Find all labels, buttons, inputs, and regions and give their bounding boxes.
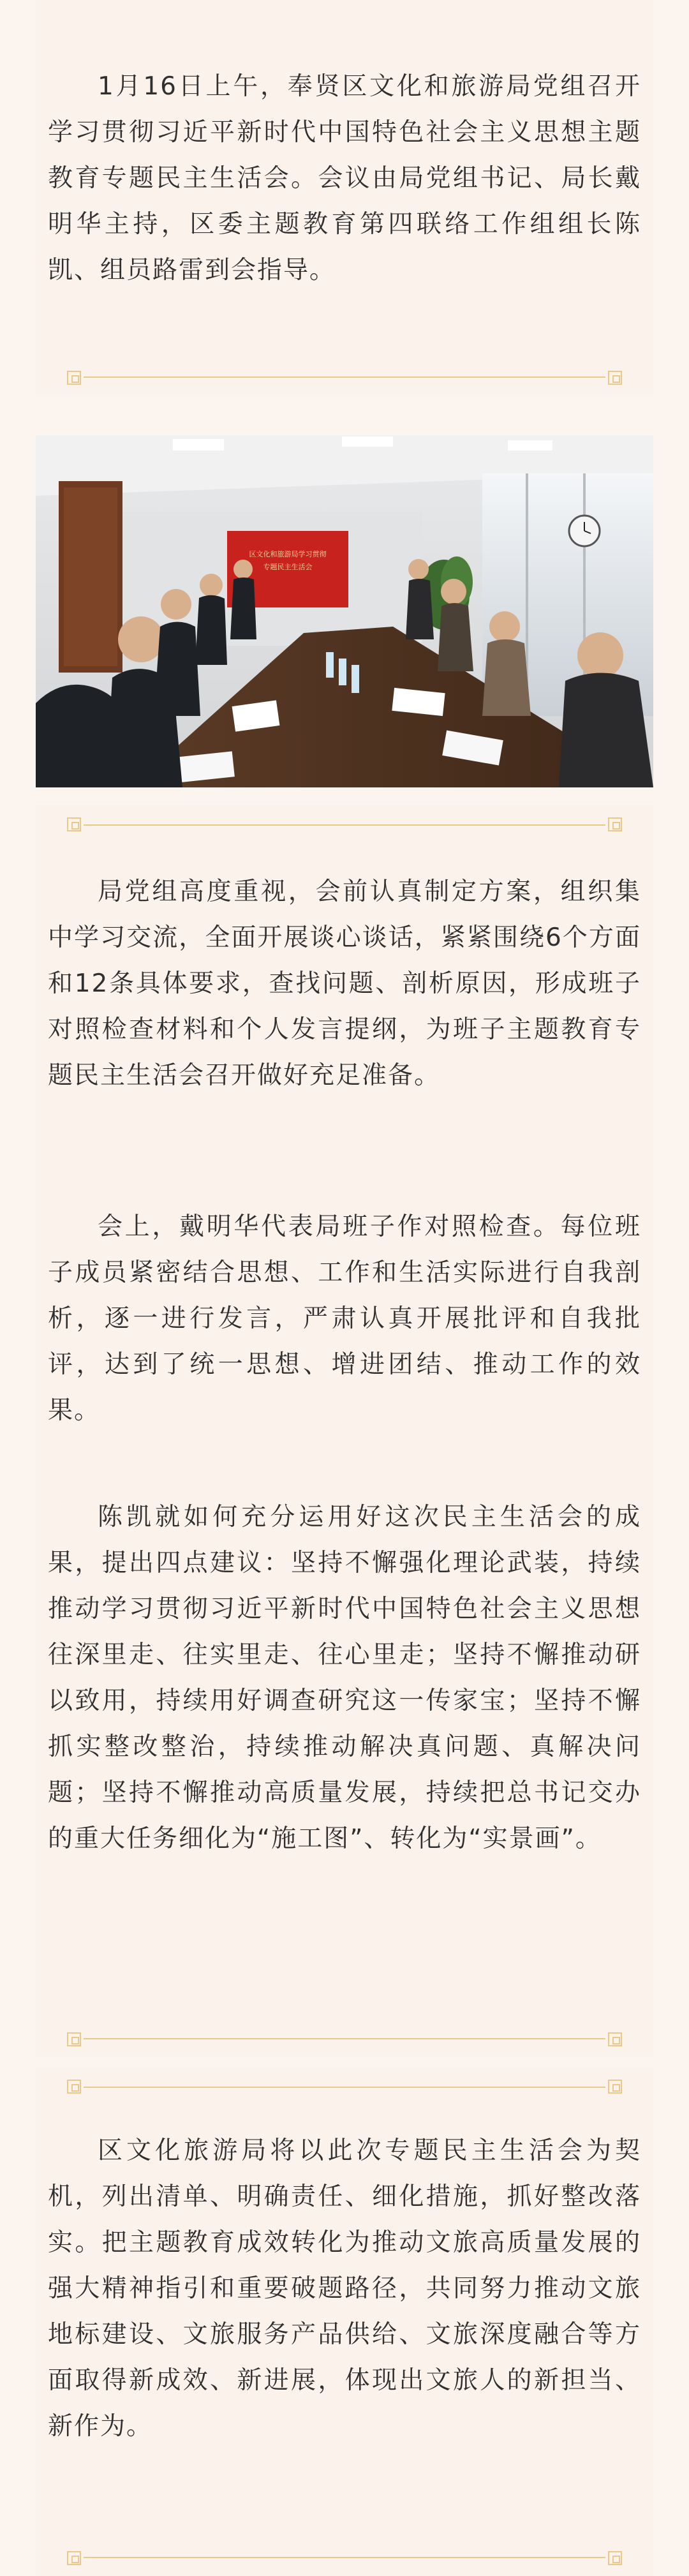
frame-top-line	[84, 824, 605, 826]
frame-bottom-line	[84, 376, 605, 378]
paragraph-meeting: 会上，戴明华代表局班子作对照检查。每位班子成员紧密结合思想、工作和生活实际进行自我剖析，逐一进行发言，严肃认真开展批评和自我批评，达到了统一思想、增进团结、推动工作的效果。	[48, 1212, 641, 1425]
frame-corner-ornament	[608, 2032, 622, 2046]
frame-bottom-line	[84, 2038, 605, 2039]
paragraph-suggestions: 陈凯就如何充分运用好这次民主生活会的成果，提出四点建议：坚持不懈强化理论武装，持续推动学习贯彻习近平新时代中国特色社会主义思想往深里走、往实里走、往心里走；坚持不懈推动研以致用，持续用好调查研究这一传家宝；坚持不懈抓实整改整治，持续推动解决真问题、真解决问题；坚持不懈推动高质量发展，持续把总书记交办的重大任务细化为“施工图”、转化为“实景画”。	[48, 1503, 641, 1853]
frame-top-line	[84, 2087, 605, 2088]
paragraph-intro: 1月16日上午，奉贤区文化和旅游局党组召开学习贯彻习近平新时代中国特色社会主义思想主题教育专题民主生活会。会议由局党组书记、局长戴明华主持，区委主题教育第四联络工作组组长陈凯、组员路雷到会指导。	[48, 72, 641, 285]
meeting-photo	[36, 435, 653, 787]
frame-bottom-line	[84, 2557, 605, 2558]
frame-corner-ornament	[67, 2080, 81, 2094]
frame-corner-ornament	[67, 2551, 81, 2565]
meeting-photo-illustration	[36, 435, 653, 787]
frame-corner-ornament	[608, 817, 622, 831]
frame-corner-ornament	[67, 371, 81, 385]
frame-corner-ornament	[608, 2080, 622, 2094]
screen-banner-line2: 专题民主生活会	[263, 563, 313, 571]
paragraph-closing: 区文化旅游局将以此次专题民主生活会为契机，列出清单、明确责任、细化措施，抓好整改落实。把主题教育成效转化为推动文旅高质量发展的强大精神指引和重要破题路径，共同努力推动文旅地标建设、文旅服务产品供给、文旅深度融合等方面取得新成效、新进展，体现出文旅人的新担当、新作为。	[48, 2136, 641, 2441]
frame-corner-ornament	[608, 371, 622, 385]
frame-corner-ornament	[67, 2032, 81, 2046]
screen-banner-line1: 区文化和旅游局学习贯彻	[249, 550, 327, 558]
paragraph-preparation: 局党组高度重视，会前认真制定方案，组织集中学习交流，全面开展谈心谈话，紧紧围绕6个方面和12条具体要求，查找问题、剖析原因，形成班子对照检查材料和个人发言提纲，为班子主题教育专题民主生活会召开做好充足准备。	[48, 877, 641, 1090]
frame-corner-ornament	[608, 2551, 622, 2565]
frame-corner-ornament	[67, 817, 81, 831]
